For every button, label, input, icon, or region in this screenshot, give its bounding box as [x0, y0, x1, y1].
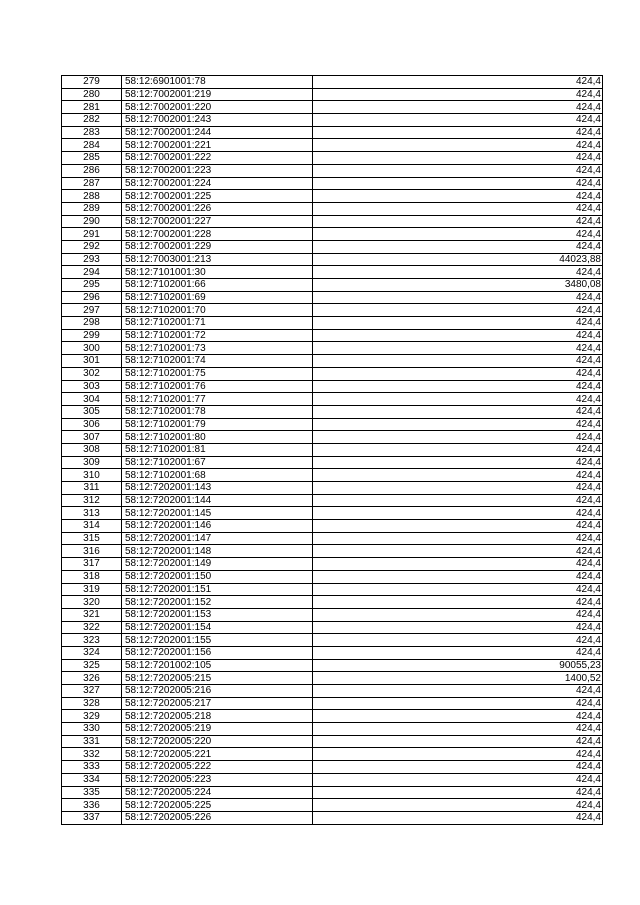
row-number-cell: 290 [62, 215, 122, 228]
cadastral-number-cell: 58:12:7202005:222 [122, 761, 313, 774]
table-row [62, 748, 603, 761]
value-cell: 1400,52 [313, 672, 603, 685]
table-row [62, 443, 603, 456]
value-cell: 424,4 [313, 723, 603, 736]
row-number-cell: 282 [62, 114, 122, 127]
cadastral-number-cell: 58:12:7002001:220 [122, 101, 313, 114]
cadastral-number-cell: 58:12:7102001:80 [122, 431, 313, 444]
row-number-cell: 314 [62, 520, 122, 533]
row-number-cell: 294 [62, 266, 122, 279]
value-cell: 424,4 [313, 139, 603, 152]
value-cell: 424,4 [313, 114, 603, 127]
value-cell: 424,4 [313, 482, 603, 495]
row-number-cell: 310 [62, 469, 122, 482]
cadastral-number-cell: 58:12:7002001:226 [122, 202, 313, 215]
row-number-cell: 301 [62, 355, 122, 368]
value-cell: 424,4 [313, 317, 603, 330]
value-cell: 424,4 [313, 202, 603, 215]
value-cell: 424,4 [313, 608, 603, 621]
cadastral-number-cell: 58:12:7002001:229 [122, 240, 313, 253]
cadastral-number-cell: 58:12:7202005:216 [122, 685, 313, 698]
cadastral-number-cell: 58:12:7002001:228 [122, 228, 313, 241]
value-cell: 424,4 [313, 558, 603, 571]
cadastral-number-cell: 58:12:7002001:224 [122, 177, 313, 190]
table-row [62, 76, 603, 89]
table-row [62, 202, 603, 215]
row-number-cell: 311 [62, 482, 122, 495]
value-cell: 424,4 [313, 215, 603, 228]
value-cell: 424,4 [313, 786, 603, 799]
row-number-cell: 291 [62, 228, 122, 241]
cadastral-number-cell: 58:12:7202001:144 [122, 494, 313, 507]
table-row [62, 405, 603, 418]
cadastral-number-cell: 58:12:7101001:30 [122, 266, 313, 279]
table-row [62, 126, 603, 139]
value-cell: 424,4 [313, 76, 603, 89]
row-number-cell: 289 [62, 202, 122, 215]
value-cell: 424,4 [313, 405, 603, 418]
table-row [62, 621, 603, 634]
table-row [62, 152, 603, 165]
row-number-cell: 326 [62, 672, 122, 685]
cadastral-number-cell: 58:12:7102001:70 [122, 304, 313, 317]
row-number-cell: 279 [62, 76, 122, 89]
row-number-cell: 319 [62, 583, 122, 596]
cadastral-number-cell: 58:12:7202001:149 [122, 558, 313, 571]
cadastral-number-cell: 58:12:7202005:223 [122, 773, 313, 786]
row-number-cell: 296 [62, 291, 122, 304]
table-row [62, 570, 603, 583]
value-cell: 424,4 [313, 710, 603, 723]
row-number-cell: 302 [62, 367, 122, 380]
table-row [62, 799, 603, 812]
table-row [62, 139, 603, 152]
value-cell: 424,4 [313, 634, 603, 647]
table-row [62, 279, 603, 292]
value-cell: 424,4 [313, 596, 603, 609]
cadastral-number-cell: 58:12:7002001:243 [122, 114, 313, 127]
table-row [62, 710, 603, 723]
cadastral-number-cell: 58:12:7202001:150 [122, 570, 313, 583]
cadastral-number-cell: 58:12:7202001:146 [122, 520, 313, 533]
value-cell: 424,4 [313, 101, 603, 114]
cadastral-number-cell: 58:12:7202005:225 [122, 799, 313, 812]
value-cell: 424,4 [313, 393, 603, 406]
cadastral-number-cell: 58:12:7202001:148 [122, 545, 313, 558]
row-number-cell: 315 [62, 532, 122, 545]
value-cell: 424,4 [313, 266, 603, 279]
row-number-cell: 292 [62, 240, 122, 253]
value-cell: 424,4 [313, 583, 603, 596]
value-cell: 90055,23 [313, 659, 603, 672]
table-row [62, 393, 603, 406]
table-row [62, 266, 603, 279]
cadastral-number-cell: 58:12:7202001:152 [122, 596, 313, 609]
cadastral-number-cell: 58:12:7102001:67 [122, 456, 313, 469]
cadastral-number-cell: 58:12:7202005:220 [122, 735, 313, 748]
table-row [62, 101, 603, 114]
row-number-cell: 337 [62, 811, 122, 824]
value-cell: 424,4 [313, 456, 603, 469]
cadastral-number-cell: 58:12:7202001:153 [122, 608, 313, 621]
value-cell: 424,4 [313, 228, 603, 241]
table-row [62, 215, 603, 228]
cadastral-number-cell: 58:12:7102001:79 [122, 418, 313, 431]
value-cell: 424,4 [313, 164, 603, 177]
value-cell: 44023,88 [313, 253, 603, 266]
cadastral-number-cell: 58:12:7002001:219 [122, 88, 313, 101]
value-cell: 424,4 [313, 621, 603, 634]
table-row [62, 329, 603, 342]
row-number-cell: 297 [62, 304, 122, 317]
table-row [62, 304, 603, 317]
row-number-cell: 285 [62, 152, 122, 165]
row-number-cell: 321 [62, 608, 122, 621]
value-cell: 3480,08 [313, 279, 603, 292]
row-number-cell: 298 [62, 317, 122, 330]
table-row [62, 545, 603, 558]
value-cell: 424,4 [313, 532, 603, 545]
table-row [62, 583, 603, 596]
row-number-cell: 281 [62, 101, 122, 114]
row-number-cell: 309 [62, 456, 122, 469]
row-number-cell: 305 [62, 405, 122, 418]
table-row [62, 697, 603, 710]
row-number-cell: 322 [62, 621, 122, 634]
value-cell: 424,4 [313, 697, 603, 710]
row-number-cell: 306 [62, 418, 122, 431]
table-row [62, 558, 603, 571]
value-cell: 424,4 [313, 443, 603, 456]
table-row [62, 88, 603, 101]
table-row [62, 659, 603, 672]
value-cell: 424,4 [313, 507, 603, 520]
table-row [62, 469, 603, 482]
row-number-cell: 327 [62, 685, 122, 698]
row-number-cell: 317 [62, 558, 122, 571]
row-number-cell: 320 [62, 596, 122, 609]
cadastral-number-cell: 58:12:7102001:66 [122, 279, 313, 292]
table-row [62, 367, 603, 380]
table-row [62, 114, 603, 127]
value-cell: 424,4 [313, 646, 603, 659]
row-number-cell: 280 [62, 88, 122, 101]
cadastral-number-cell: 58:12:7002001:221 [122, 139, 313, 152]
value-cell: 424,4 [313, 799, 603, 812]
cadastral-number-cell: 58:12:7202001:151 [122, 583, 313, 596]
table-body [62, 76, 603, 825]
row-number-cell: 318 [62, 570, 122, 583]
value-cell: 424,4 [313, 685, 603, 698]
cadastral-number-cell: 58:12:7202005:224 [122, 786, 313, 799]
value-cell: 424,4 [313, 304, 603, 317]
value-cell: 424,4 [313, 291, 603, 304]
table-row [62, 317, 603, 330]
value-cell: 424,4 [313, 431, 603, 444]
table-row [62, 291, 603, 304]
value-cell: 424,4 [313, 418, 603, 431]
table-row [62, 735, 603, 748]
cadastral-number-cell: 58:12:7102001:77 [122, 393, 313, 406]
cadastral-number-cell: 58:12:6901001:78 [122, 76, 313, 89]
table-row [62, 228, 603, 241]
cadastral-number-cell: 58:12:7002001:225 [122, 190, 313, 203]
row-number-cell: 328 [62, 697, 122, 710]
table-row [62, 646, 603, 659]
cadastral-number-cell: 58:12:7202005:215 [122, 672, 313, 685]
table-row [62, 190, 603, 203]
table-row [62, 634, 603, 647]
cadastral-number-cell: 58:12:7102001:73 [122, 342, 313, 355]
table-row [62, 164, 603, 177]
row-number-cell: 284 [62, 139, 122, 152]
row-number-cell: 286 [62, 164, 122, 177]
table-row [62, 786, 603, 799]
row-number-cell: 325 [62, 659, 122, 672]
cadastral-number-cell: 58:12:7201002:105 [122, 659, 313, 672]
value-cell: 424,4 [313, 570, 603, 583]
row-number-cell: 313 [62, 507, 122, 520]
row-number-cell: 304 [62, 393, 122, 406]
table-row [62, 685, 603, 698]
row-number-cell: 329 [62, 710, 122, 723]
row-number-cell: 336 [62, 799, 122, 812]
row-number-cell: 288 [62, 190, 122, 203]
cadastral-number-cell: 58:12:7202001:154 [122, 621, 313, 634]
cadastral-number-cell: 58:12:7202001:147 [122, 532, 313, 545]
cadastral-number-cell: 58:12:7102001:78 [122, 405, 313, 418]
value-cell: 424,4 [313, 380, 603, 393]
row-number-cell: 332 [62, 748, 122, 761]
cadastral-number-cell: 58:12:7202001:156 [122, 646, 313, 659]
row-number-cell: 334 [62, 773, 122, 786]
cadastral-number-cell: 58:12:7202001:145 [122, 507, 313, 520]
row-number-cell: 307 [62, 431, 122, 444]
cadastral-number-cell: 58:12:7002001:222 [122, 152, 313, 165]
value-cell: 424,4 [313, 469, 603, 482]
table-row [62, 532, 603, 545]
cadastral-number-cell: 58:12:7102001:69 [122, 291, 313, 304]
cadastral-number-cell: 58:12:7002001:227 [122, 215, 313, 228]
table-row [62, 596, 603, 609]
value-cell: 424,4 [313, 494, 603, 507]
document-page [61, 75, 602, 825]
cadastral-number-cell: 58:12:7202005:218 [122, 710, 313, 723]
value-cell: 424,4 [313, 761, 603, 774]
value-cell: 424,4 [313, 735, 603, 748]
row-number-cell: 287 [62, 177, 122, 190]
row-number-cell: 300 [62, 342, 122, 355]
value-cell: 424,4 [313, 748, 603, 761]
value-cell: 424,4 [313, 773, 603, 786]
value-cell: 424,4 [313, 190, 603, 203]
value-cell: 424,4 [313, 367, 603, 380]
table-row [62, 507, 603, 520]
cadastral-number-cell: 58:12:7102001:76 [122, 380, 313, 393]
table-row [62, 773, 603, 786]
row-number-cell: 295 [62, 279, 122, 292]
row-number-cell: 283 [62, 126, 122, 139]
cadastral-number-cell: 58:12:7102001:68 [122, 469, 313, 482]
row-number-cell: 293 [62, 253, 122, 266]
cadastral-number-cell: 58:12:7102001:72 [122, 329, 313, 342]
row-number-cell: 299 [62, 329, 122, 342]
row-number-cell: 308 [62, 443, 122, 456]
row-number-cell: 303 [62, 380, 122, 393]
table-row [62, 723, 603, 736]
row-number-cell: 330 [62, 723, 122, 736]
cadastral-number-cell: 58:12:7002001:244 [122, 126, 313, 139]
table-row [62, 418, 603, 431]
cadastral-number-cell: 58:12:7102001:81 [122, 443, 313, 456]
table-row [62, 608, 603, 621]
value-cell: 424,4 [313, 177, 603, 190]
data-table [61, 75, 603, 825]
cadastral-number-cell: 58:12:7202005:217 [122, 697, 313, 710]
row-number-cell: 331 [62, 735, 122, 748]
table-row [62, 672, 603, 685]
value-cell: 424,4 [313, 342, 603, 355]
table-row [62, 240, 603, 253]
value-cell: 424,4 [313, 520, 603, 533]
table-row [62, 456, 603, 469]
value-cell: 424,4 [313, 355, 603, 368]
value-cell: 424,4 [313, 152, 603, 165]
table-row [62, 811, 603, 824]
cadastral-number-cell: 58:12:7102001:71 [122, 317, 313, 330]
cadastral-number-cell: 58:12:7202005:221 [122, 748, 313, 761]
value-cell: 424,4 [313, 811, 603, 824]
cadastral-number-cell: 58:12:7202001:155 [122, 634, 313, 647]
row-number-cell: 333 [62, 761, 122, 774]
table-row [62, 494, 603, 507]
value-cell: 424,4 [313, 329, 603, 342]
table-row [62, 253, 603, 266]
table-row [62, 342, 603, 355]
value-cell: 424,4 [313, 88, 603, 101]
cadastral-number-cell: 58:12:7002001:223 [122, 164, 313, 177]
cadastral-number-cell: 58:12:7202005:226 [122, 811, 313, 824]
cadastral-number-cell: 58:12:7202001:143 [122, 482, 313, 495]
row-number-cell: 316 [62, 545, 122, 558]
row-number-cell: 324 [62, 646, 122, 659]
row-number-cell: 312 [62, 494, 122, 507]
cadastral-number-cell: 58:12:7003001:213 [122, 253, 313, 266]
table-row [62, 177, 603, 190]
value-cell: 424,4 [313, 545, 603, 558]
table-row [62, 431, 603, 444]
cadastral-number-cell: 58:12:7102001:74 [122, 355, 313, 368]
table-row [62, 761, 603, 774]
table-row [62, 355, 603, 368]
cadastral-number-cell: 58:12:7202005:219 [122, 723, 313, 736]
table-row [62, 482, 603, 495]
value-cell: 424,4 [313, 126, 603, 139]
row-number-cell: 323 [62, 634, 122, 647]
cadastral-number-cell: 58:12:7102001:75 [122, 367, 313, 380]
value-cell: 424,4 [313, 240, 603, 253]
table-row [62, 380, 603, 393]
table-row [62, 520, 603, 533]
row-number-cell: 335 [62, 786, 122, 799]
